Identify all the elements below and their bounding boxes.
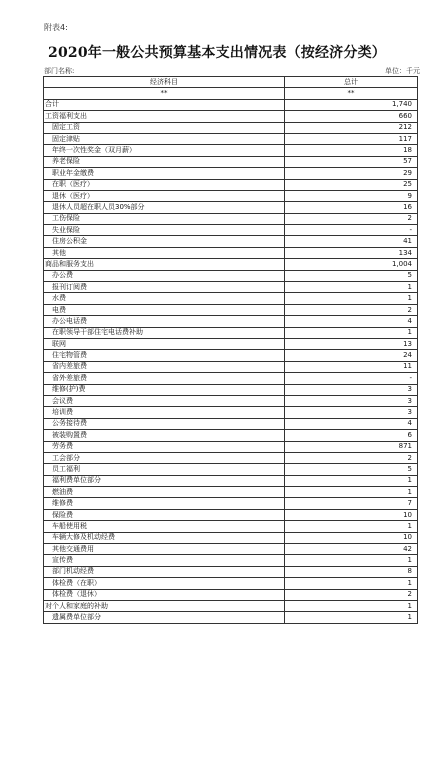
table-body	[44, 77, 418, 624]
row-subject: 水费	[44, 293, 285, 304]
row-total: 13	[285, 338, 418, 349]
row-total: 1,004	[285, 259, 418, 270]
table-row	[44, 202, 418, 213]
row-total: 2	[285, 213, 418, 224]
row-total: 660	[285, 111, 418, 122]
row-total: 16	[285, 202, 418, 213]
attachment-label: 附表4:	[44, 23, 68, 32]
row-total: 4	[285, 316, 418, 327]
row-subject: 住宅物管费	[44, 350, 285, 361]
row-total: 117	[285, 133, 418, 144]
column-header-subject: 经济科目	[44, 77, 285, 88]
table-row	[44, 350, 418, 361]
row-subject: 电费	[44, 304, 285, 315]
row-total: 18	[285, 145, 418, 156]
row-subject: 劳务费	[44, 441, 285, 452]
table-row	[44, 441, 418, 452]
row-total: 5	[285, 464, 418, 475]
table-row	[44, 589, 418, 600]
row-subject: 失业保险	[44, 225, 285, 236]
table-row	[44, 487, 418, 498]
row-subject: 工会部分	[44, 452, 285, 463]
table-row	[44, 133, 418, 144]
row-total: 41	[285, 236, 418, 247]
row-total: 1	[285, 282, 418, 293]
table-row	[44, 578, 418, 589]
row-subject: 退休人员超在职人员30%部分	[44, 202, 285, 213]
row-total: 1	[285, 327, 418, 338]
table-row	[44, 247, 418, 258]
table-row	[44, 225, 418, 236]
row-total: 8	[285, 566, 418, 577]
table-row	[44, 555, 418, 566]
row-subject: 联网	[44, 338, 285, 349]
table-row	[44, 259, 418, 270]
table-row	[44, 452, 418, 463]
row-subject: 车辆大修及机动经费	[44, 532, 285, 543]
row-subject: 保险费	[44, 509, 285, 520]
table-row	[44, 338, 418, 349]
row-subject: 体检费（在职）	[44, 578, 285, 589]
table-row	[44, 270, 418, 281]
row-total: 1	[285, 487, 418, 498]
row-subject: 办公费	[44, 270, 285, 281]
row-total: 42	[285, 544, 418, 555]
table-row	[44, 190, 418, 201]
row-total: 1	[285, 612, 418, 623]
row-subject: 工伤保险	[44, 213, 285, 224]
row-total: 134	[285, 247, 418, 258]
row-subject: 工资福利支出	[44, 111, 285, 122]
table-row	[44, 111, 418, 122]
table-row	[44, 156, 418, 167]
row-subject: 报刊订阅费	[44, 282, 285, 293]
department-label: 部门名称:	[44, 67, 75, 75]
unit-label: 单位：千元	[385, 67, 420, 75]
row-subject: 养老保险	[44, 156, 285, 167]
table-row	[44, 316, 418, 327]
row-total: 10	[285, 509, 418, 520]
subheader-subject: **	[44, 88, 285, 99]
row-total: 11	[285, 361, 418, 372]
row-subject: 维修费	[44, 498, 285, 509]
table-row	[44, 521, 418, 532]
row-subject: 固定工资	[44, 122, 285, 133]
row-subject: 对个人和家庭的补助	[44, 600, 285, 611]
row-total: 9	[285, 190, 418, 201]
table-row	[44, 464, 418, 475]
row-subject: 宣传费	[44, 555, 285, 566]
table-row	[44, 475, 418, 486]
row-subject: 会议费	[44, 395, 285, 406]
expenditure-table	[43, 76, 418, 624]
table-row	[44, 612, 418, 623]
row-total: 1	[285, 578, 418, 589]
row-total: 4	[285, 418, 418, 429]
row-subject: 部门机动经费	[44, 566, 285, 577]
table-row	[44, 293, 418, 304]
row-subject: 省外差旅费	[44, 373, 285, 384]
row-total: 5	[285, 270, 418, 281]
row-total: 1	[285, 293, 418, 304]
column-header-total: 总计	[285, 77, 418, 88]
table-row	[44, 236, 418, 247]
row-total: 1,740	[285, 99, 418, 110]
table-row	[44, 99, 418, 110]
table-row	[44, 327, 418, 338]
row-subject: 在职领导干部住宅电话费补助	[44, 327, 285, 338]
row-subject: 福利费单位部分	[44, 475, 285, 486]
row-total: 7	[285, 498, 418, 509]
row-total: 3	[285, 407, 418, 418]
row-subject: 办公电话费	[44, 316, 285, 327]
row-total: 10	[285, 532, 418, 543]
row-total: 2	[285, 304, 418, 315]
row-total: 1	[285, 475, 418, 486]
table-row	[44, 282, 418, 293]
table-row	[44, 544, 418, 555]
row-total: 25	[285, 179, 418, 190]
table-row	[44, 566, 418, 577]
table-row	[44, 418, 418, 429]
row-subject: 其他交通费用	[44, 544, 285, 555]
row-subject: 固定津贴	[44, 133, 285, 144]
table-row	[44, 361, 418, 372]
row-subject: 维修(护)费	[44, 384, 285, 395]
row-total: 1	[285, 555, 418, 566]
row-subject: 公务接待费	[44, 418, 285, 429]
row-subject: 其他	[44, 247, 285, 258]
row-total: -	[285, 373, 418, 384]
table-row	[44, 384, 418, 395]
row-total: 24	[285, 350, 418, 361]
row-subject: 体检费（退休）	[44, 589, 285, 600]
table-row	[44, 430, 418, 441]
row-subject: 住房公积金	[44, 236, 285, 247]
table-row	[44, 304, 418, 315]
table-row	[44, 145, 418, 156]
row-total: 29	[285, 168, 418, 179]
row-total: 6	[285, 430, 418, 441]
row-subject: 车船使用税	[44, 521, 285, 532]
row-subject: 商品和服务支出	[44, 259, 285, 270]
row-subject: 合计	[44, 99, 285, 110]
row-total: 871	[285, 441, 418, 452]
row-subject: 在职（医疗）	[44, 179, 285, 190]
table-row	[44, 122, 418, 133]
row-total: 3	[285, 384, 418, 395]
row-total: -	[285, 225, 418, 236]
row-total: 1	[285, 600, 418, 611]
row-total: 3	[285, 395, 418, 406]
row-total: 2	[285, 452, 418, 463]
header-row	[44, 77, 418, 88]
table-row	[44, 395, 418, 406]
table-row	[44, 600, 418, 611]
table-row	[44, 373, 418, 384]
row-total: 1	[285, 521, 418, 532]
table-row	[44, 532, 418, 543]
row-subject: 被装购置费	[44, 430, 285, 441]
row-subject: 职业年金缴费	[44, 168, 285, 179]
table-row	[44, 407, 418, 418]
row-subject: 遗属费单位部分	[44, 612, 285, 623]
subheader-total: **	[285, 88, 418, 99]
table-row	[44, 168, 418, 179]
row-subject: 燃油费	[44, 487, 285, 498]
row-subject: 省内差旅费	[44, 361, 285, 372]
table-row	[44, 179, 418, 190]
report-title: 2020年一般公共预算基本支出情况表（按经济分类）	[48, 45, 386, 61]
row-subject: 年终一次性奖金（双月薪）	[44, 145, 285, 156]
row-subject: 员工福利	[44, 464, 285, 475]
row-total: 57	[285, 156, 418, 167]
row-subject: 培训费	[44, 407, 285, 418]
table-row	[44, 498, 418, 509]
row-subject: 退休（医疗）	[44, 190, 285, 201]
row-total: 2	[285, 589, 418, 600]
subheader-row	[44, 88, 418, 99]
table-row	[44, 509, 418, 520]
row-total: 212	[285, 122, 418, 133]
table-row	[44, 213, 418, 224]
